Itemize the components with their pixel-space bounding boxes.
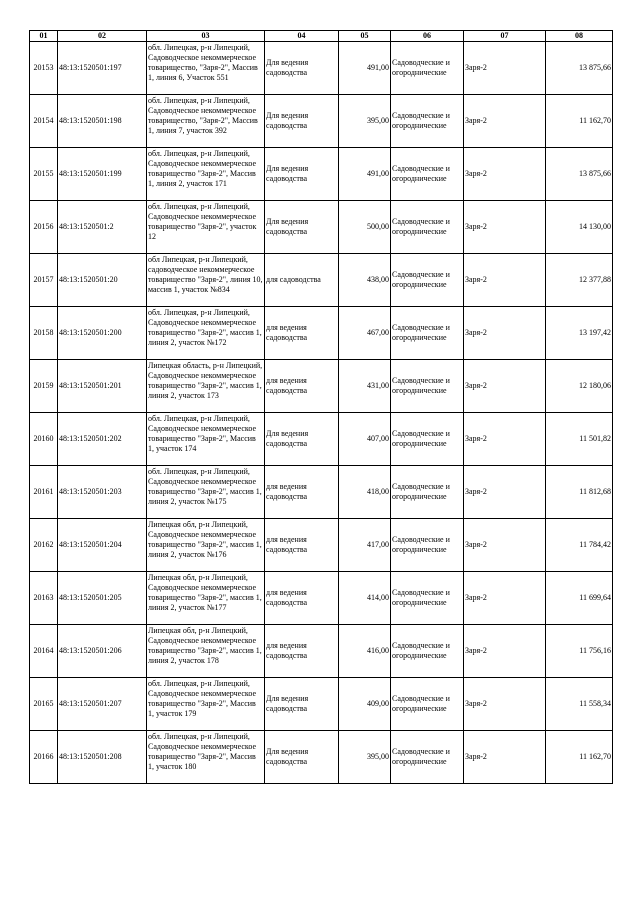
table-row <box>30 678 613 731</box>
address-cell <box>147 307 265 360</box>
address-cell <box>147 254 265 307</box>
partnership-name-cell: Заря-2 <box>464 466 546 519</box>
column-header: 08 <box>546 31 613 42</box>
permitted-use-cell: Для ведения садоводства <box>265 201 339 254</box>
address-cell <box>147 466 265 519</box>
cadastral-number-cell: 48:13:1520501:207 <box>58 678 147 731</box>
area-cell: 407,00 <box>339 413 391 466</box>
partnership-name-cell: Заря-2 <box>464 148 546 201</box>
row-id-cell: 20163 <box>30 572 58 625</box>
permitted-use-cell: для ведения садоводства <box>265 572 339 625</box>
category-cell: Садоводческие и огороднические <box>391 678 464 731</box>
address-text: обл. Липецкая, р-н Липецкий, Садоводческое некоммерческое товарищество "Заря-2", массив 1, линия 2, участок №175 <box>148 466 262 506</box>
table-row <box>30 307 613 360</box>
cadastral-number-cell: 48:13:1520501:20 <box>58 254 147 307</box>
partnership-name-cell: Заря-2 <box>464 307 546 360</box>
address-text: обл. Липецкая, р-н Липецкий, Садоводческое некоммерческое товарищество "Заря-2", массив 1, линия 2, участок №172 <box>148 307 262 347</box>
permitted-use-cell: Для ведения садоводства <box>265 148 339 201</box>
category-cell: Садоводческие и огороднические <box>391 42 464 95</box>
table-row <box>30 519 613 572</box>
area-cell: 491,00 <box>339 42 391 95</box>
cadastral-value-cell: 11 501,82 <box>546 413 613 466</box>
address-cell <box>147 625 265 678</box>
cadastral-value-cell: 11 162,70 <box>546 95 613 148</box>
cadastral-value-cell: 11 558,34 <box>546 678 613 731</box>
permitted-use-cell: Для ведения садоводства <box>265 42 339 95</box>
partnership-name-cell: Заря-2 <box>464 625 546 678</box>
column-header: 04 <box>265 31 339 42</box>
table-row <box>30 148 613 201</box>
address-cell <box>147 572 265 625</box>
area-cell: 416,00 <box>339 625 391 678</box>
cadastral-value-cell: 11 784,42 <box>546 519 613 572</box>
area-cell: 431,00 <box>339 360 391 413</box>
area-cell: 395,00 <box>339 95 391 148</box>
cadastral-number-cell: 48:13:1520501:204 <box>58 519 147 572</box>
cadastral-number-cell: 48:13:1520501:201 <box>58 360 147 413</box>
address-text: обл. Липецкая, р-н Липецкий, Садоводческое некоммерческое товарищество "Заря-2", Массив 1, участок 174 <box>148 413 257 453</box>
category-cell: Садоводческие и огороднические <box>391 307 464 360</box>
permitted-use-cell: для садоводства <box>265 254 339 307</box>
partnership-name-cell: Заря-2 <box>464 413 546 466</box>
address-text: обл. Липецкая, р-н Липецкий, Садоводческое некоммерческое товарищество "Заря-2", Массив 1, участок 179 <box>148 678 257 718</box>
cadastral-number-cell: 48:13:1520501:202 <box>58 413 147 466</box>
address-cell <box>147 95 265 148</box>
table-row <box>30 201 613 254</box>
category-cell: Садоводческие и огороднические <box>391 413 464 466</box>
table-row <box>30 42 613 95</box>
cadastral-number-cell: 48:13:1520501:205 <box>58 572 147 625</box>
partnership-name-cell: Заря-2 <box>464 519 546 572</box>
category-cell: Садоводческие и огороднические <box>391 731 464 784</box>
address-text: обл. Липецкая, р-н Липецкий, Садоводческое некоммерческое товарищество, "Заря-2", Массив 1, линия 7, участок 392 <box>148 95 258 135</box>
row-id-cell: 20160 <box>30 413 58 466</box>
partnership-name-cell: Заря-2 <box>464 201 546 254</box>
table-row <box>30 731 613 784</box>
area-cell: 395,00 <box>339 731 391 784</box>
cadastral-table <box>29 30 613 784</box>
address-text: обл. Липецкая, р-н Липецкий, Садоводческое некоммерческое товарищество, "Заря-2", Массив 1, линия 6, Участок 551 <box>148 42 258 82</box>
row-id-cell: 20166 <box>30 731 58 784</box>
area-cell: 500,00 <box>339 201 391 254</box>
table-row <box>30 95 613 148</box>
row-id-cell: 20158 <box>30 307 58 360</box>
cadastral-value-cell: 11 699,64 <box>546 572 613 625</box>
address-cell <box>147 519 265 572</box>
cadastral-value-cell: 12 180,06 <box>546 360 613 413</box>
partnership-name-cell: Заря-2 <box>464 360 546 413</box>
address-cell <box>147 678 265 731</box>
column-header: 01 <box>30 31 58 42</box>
area-cell: 417,00 <box>339 519 391 572</box>
category-cell: Садоводческие и огороднические <box>391 254 464 307</box>
cadastral-value-cell: 12 377,88 <box>546 254 613 307</box>
cadastral-number-cell: 48:13:1520501:2 <box>58 201 147 254</box>
area-cell: 414,00 <box>339 572 391 625</box>
permitted-use-cell: для ведения садоводства <box>265 466 339 519</box>
cadastral-value-cell: 13 875,66 <box>546 148 613 201</box>
cadastral-value-cell: 11 812,68 <box>546 466 613 519</box>
table-row <box>30 466 613 519</box>
partnership-name-cell: Заря-2 <box>464 731 546 784</box>
column-header: 02 <box>58 31 147 42</box>
address-text: Липецкая обл, р-н Липецкий, Садоводческое некоммерческое товарищество "Заря-2", массив 1, линия 2, участок №177 <box>148 572 262 612</box>
row-id-cell: 20165 <box>30 678 58 731</box>
cadastral-value-cell: 14 130,00 <box>546 201 613 254</box>
column-header: 03 <box>147 31 265 42</box>
address-cell <box>147 413 265 466</box>
address-cell <box>147 148 265 201</box>
permitted-use-cell: Для ведения садоводства <box>265 731 339 784</box>
cadastral-number-cell: 48:13:1520501:199 <box>58 148 147 201</box>
area-cell: 491,00 <box>339 148 391 201</box>
cadastral-number-cell: 48:13:1520501:206 <box>58 625 147 678</box>
column-header: 05 <box>339 31 391 42</box>
table-row <box>30 254 613 307</box>
partnership-name-cell: Заря-2 <box>464 678 546 731</box>
address-text: обл. Липецкая, р-н Липецкий, Садоводческое некоммерческое товарищество "Заря-2", Массив 1, линия 2, участок 171 <box>148 148 257 188</box>
category-cell: Садоводческие и огороднические <box>391 466 464 519</box>
permitted-use-cell: для ведения садоводства <box>265 625 339 678</box>
row-id-cell: 20159 <box>30 360 58 413</box>
address-cell <box>147 360 265 413</box>
row-id-cell: 20161 <box>30 466 58 519</box>
category-cell: Садоводческие и огороднические <box>391 201 464 254</box>
cadastral-value-cell: 13 197,42 <box>546 307 613 360</box>
category-cell: Садоводческие и огороднические <box>391 519 464 572</box>
address-cell <box>147 201 265 254</box>
area-cell: 438,00 <box>339 254 391 307</box>
category-cell: Садоводческие и огороднические <box>391 572 464 625</box>
category-cell: Садоводческие и огороднические <box>391 95 464 148</box>
cadastral-number-cell: 48:13:1520501:198 <box>58 95 147 148</box>
address-cell <box>147 731 265 784</box>
row-id-cell: 20164 <box>30 625 58 678</box>
permitted-use-cell: для ведения садоводства <box>265 360 339 413</box>
category-cell: Садоводческие и огороднические <box>391 360 464 413</box>
table-row <box>30 572 613 625</box>
cadastral-value-cell: 11 756,16 <box>546 625 613 678</box>
area-cell: 467,00 <box>339 307 391 360</box>
cadastral-number-cell: 48:13:1520501:208 <box>58 731 147 784</box>
address-cell <box>147 42 265 95</box>
address-text: обл. Липецкая, р-н Липецкий, Садоводческое некоммерческое товарищество "Заря-2", участок 12 <box>148 201 257 241</box>
area-cell: 418,00 <box>339 466 391 519</box>
address-text: обл. Липецкая, р-н Липецкий, Садоводческое некоммерческое товарищество "Заря-2", Массив 1, участок 180 <box>148 731 257 771</box>
table-row <box>30 360 613 413</box>
area-cell: 409,00 <box>339 678 391 731</box>
permitted-use-cell: для ведения садоводства <box>265 307 339 360</box>
cadastral-value-cell: 13 875,66 <box>546 42 613 95</box>
permitted-use-cell: Для ведения садоводства <box>265 95 339 148</box>
category-cell: Садоводческие и огороднические <box>391 148 464 201</box>
table-row <box>30 413 613 466</box>
partnership-name-cell: Заря-2 <box>464 95 546 148</box>
cadastral-value-cell: 11 162,70 <box>546 731 613 784</box>
address-text: обл Липецкая, р-н Липецкий, садоводческое некоммерческое товарищество "Заря-2", линия 10, массив 1, участок №834 <box>148 254 263 294</box>
row-id-cell: 20157 <box>30 254 58 307</box>
column-header: 07 <box>464 31 546 42</box>
permitted-use-cell: для ведения садоводства <box>265 519 339 572</box>
partnership-name-cell: Заря-2 <box>464 254 546 307</box>
permitted-use-cell: Для ведения садоводства <box>265 678 339 731</box>
row-id-cell: 20153 <box>30 42 58 95</box>
column-header: 06 <box>391 31 464 42</box>
cadastral-number-cell: 48:13:1520501:200 <box>58 307 147 360</box>
partnership-name-cell: Заря-2 <box>464 572 546 625</box>
address-text: Липецкая область, р-н Липецкий, Садоводческое некоммерческое товарищество "Заря-2", массив 1, линия 2, участок 173 <box>148 360 263 400</box>
cadastral-number-cell: 48:13:1520501:203 <box>58 466 147 519</box>
permitted-use-cell: Для ведения садоводства <box>265 413 339 466</box>
row-id-cell: 20162 <box>30 519 58 572</box>
address-text: Липецкая обл, р-н Липецкий, Садоводческое некоммерческое товарищество "Заря-2", массив 1, линия 2, участок №176 <box>148 519 262 559</box>
table-row <box>30 625 613 678</box>
partnership-name-cell: Заря-2 <box>464 42 546 95</box>
header-row <box>30 31 613 42</box>
cadastral-number-cell: 48:13:1520501:197 <box>58 42 147 95</box>
row-id-cell: 20155 <box>30 148 58 201</box>
row-id-cell: 20156 <box>30 201 58 254</box>
category-cell: Садоводческие и огороднические <box>391 625 464 678</box>
row-id-cell: 20154 <box>30 95 58 148</box>
address-text: Липецкая обл, р-н Липецкий, Садоводческое некоммерческое товарищество "Заря-2", массив 1, линия 2, участок 178 <box>148 625 262 665</box>
